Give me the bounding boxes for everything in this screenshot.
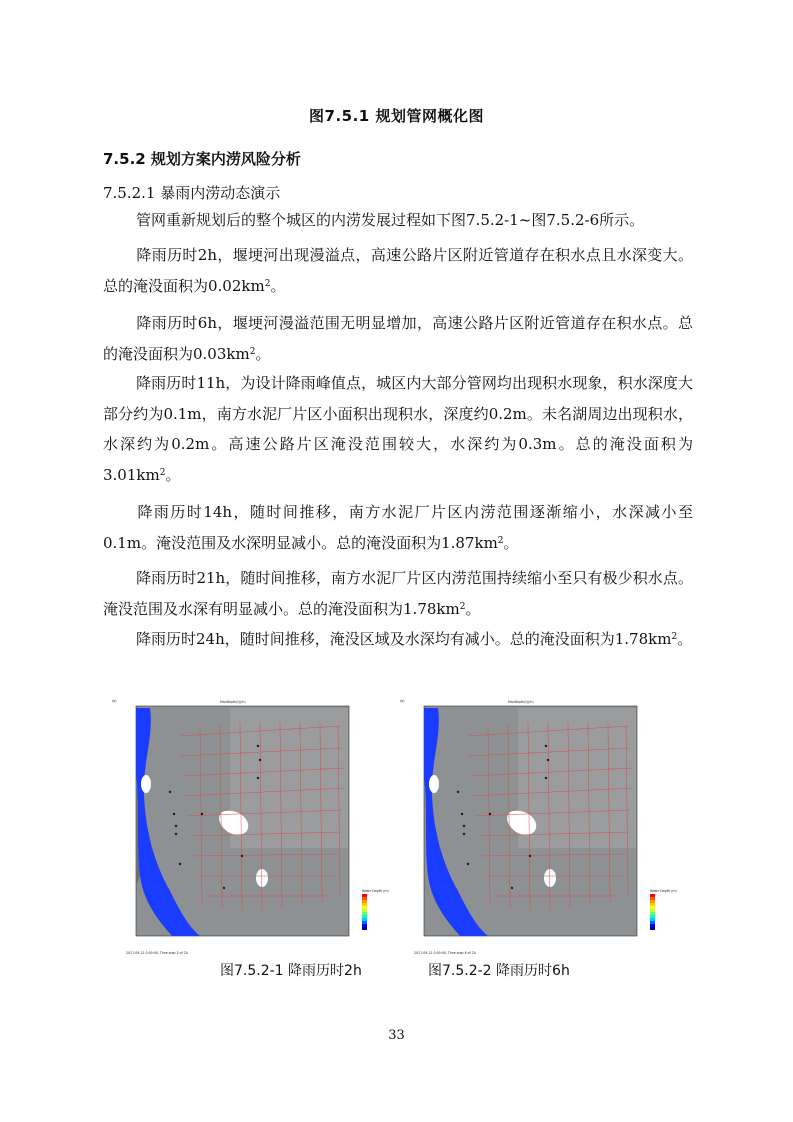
figure-caption-6h: 图7.5.2-2 降雨历时6h <box>428 963 570 979</box>
paragraph-6h: 降雨历时6h，堰埂河漫溢范围无明显增加，高速公路片区附近管道存在积水点。总的淹没面积为$0.03km^2$。 <box>103 314 693 363</box>
paragraph-intro: 管网重新规划后的整个城区的内涝发展过程如下图7.5.2-1~图7.5.2-6所示。 <box>136 211 645 229</box>
flood-map-2h-graphic <box>110 696 389 958</box>
paragraph-11h: 降雨历时11h，为设计降雨峰值点，城区内大部分管网均出现积水现象，积水深度大部分约为0.1m，南方水泥厂片区小面积出现积水，深度约0.2m。未名湖周边出现积水，水深约为0.2m。高速公路片区淹没范围较大，水深约为0.3m。总的淹没面积为$3.01km^2$。 <box>103 374 693 484</box>
section-title: 7.5.2 规划方案内涝风险分析 <box>103 150 301 168</box>
svg-text:Water Depth (m): Water Depth (m) <box>362 889 389 893</box>
flood-map-2h <box>110 696 389 958</box>
svg-text:Water Depth (m): Water Depth (m) <box>650 889 677 893</box>
map-title: MaxDepth(t)(m) <box>220 700 246 704</box>
water-body <box>429 775 439 793</box>
water-body <box>141 775 151 793</box>
flood-map-6h <box>398 696 677 958</box>
panel-label: (a) <box>400 699 405 703</box>
page-number: 33 <box>388 1028 405 1043</box>
subsection-title: 7.5.2.1 暴雨内涝动态演示 <box>103 184 281 202</box>
paragraph-21h: 降雨历时21h，随时间推移，南方水泥厂片区内涝范围持续缩小至只有极少积水点。淹没范围及水深有明显减小。总的淹没面积为$1.78km^2$。 <box>103 569 693 618</box>
legend <box>362 889 389 930</box>
paragraph-14h: 降雨历时14h，随时间推移，南方水泥厂片区内涝范围逐渐缩小，水深减小至0.1m。淹没范围及水深明显减小。总的淹没面积为$1.87km^2$。 <box>103 503 693 552</box>
flood-map-6h-graphic <box>398 696 677 958</box>
map-footer: 2017-09-21 0:00:00, Time step 2 of 24 <box>126 951 188 955</box>
map-title: MaxDepth(t)(m) <box>508 700 534 704</box>
paragraph-2h: 降雨历时2h，堰埂河出现漫溢点，高速公路片区附近管道存在积水点且水深变大。总的淹没面积为$0.02km^2$。 <box>103 246 693 295</box>
figure-title: 图7.5.1 规划管网概化图 <box>309 107 484 125</box>
figure-caption-2h: 图7.5.2-1 降雨历时2h <box>220 963 362 979</box>
paragraph-24h: 降雨历时24h，随时间推移，淹没区域及水深均有减小。总的淹没面积为$1.78km^2$。 <box>136 630 693 648</box>
map-footer: 2017-09-21 0:00:00, Time step 6 of 24 <box>414 951 476 955</box>
panel-label: (a) <box>112 699 117 703</box>
legend <box>650 889 677 930</box>
